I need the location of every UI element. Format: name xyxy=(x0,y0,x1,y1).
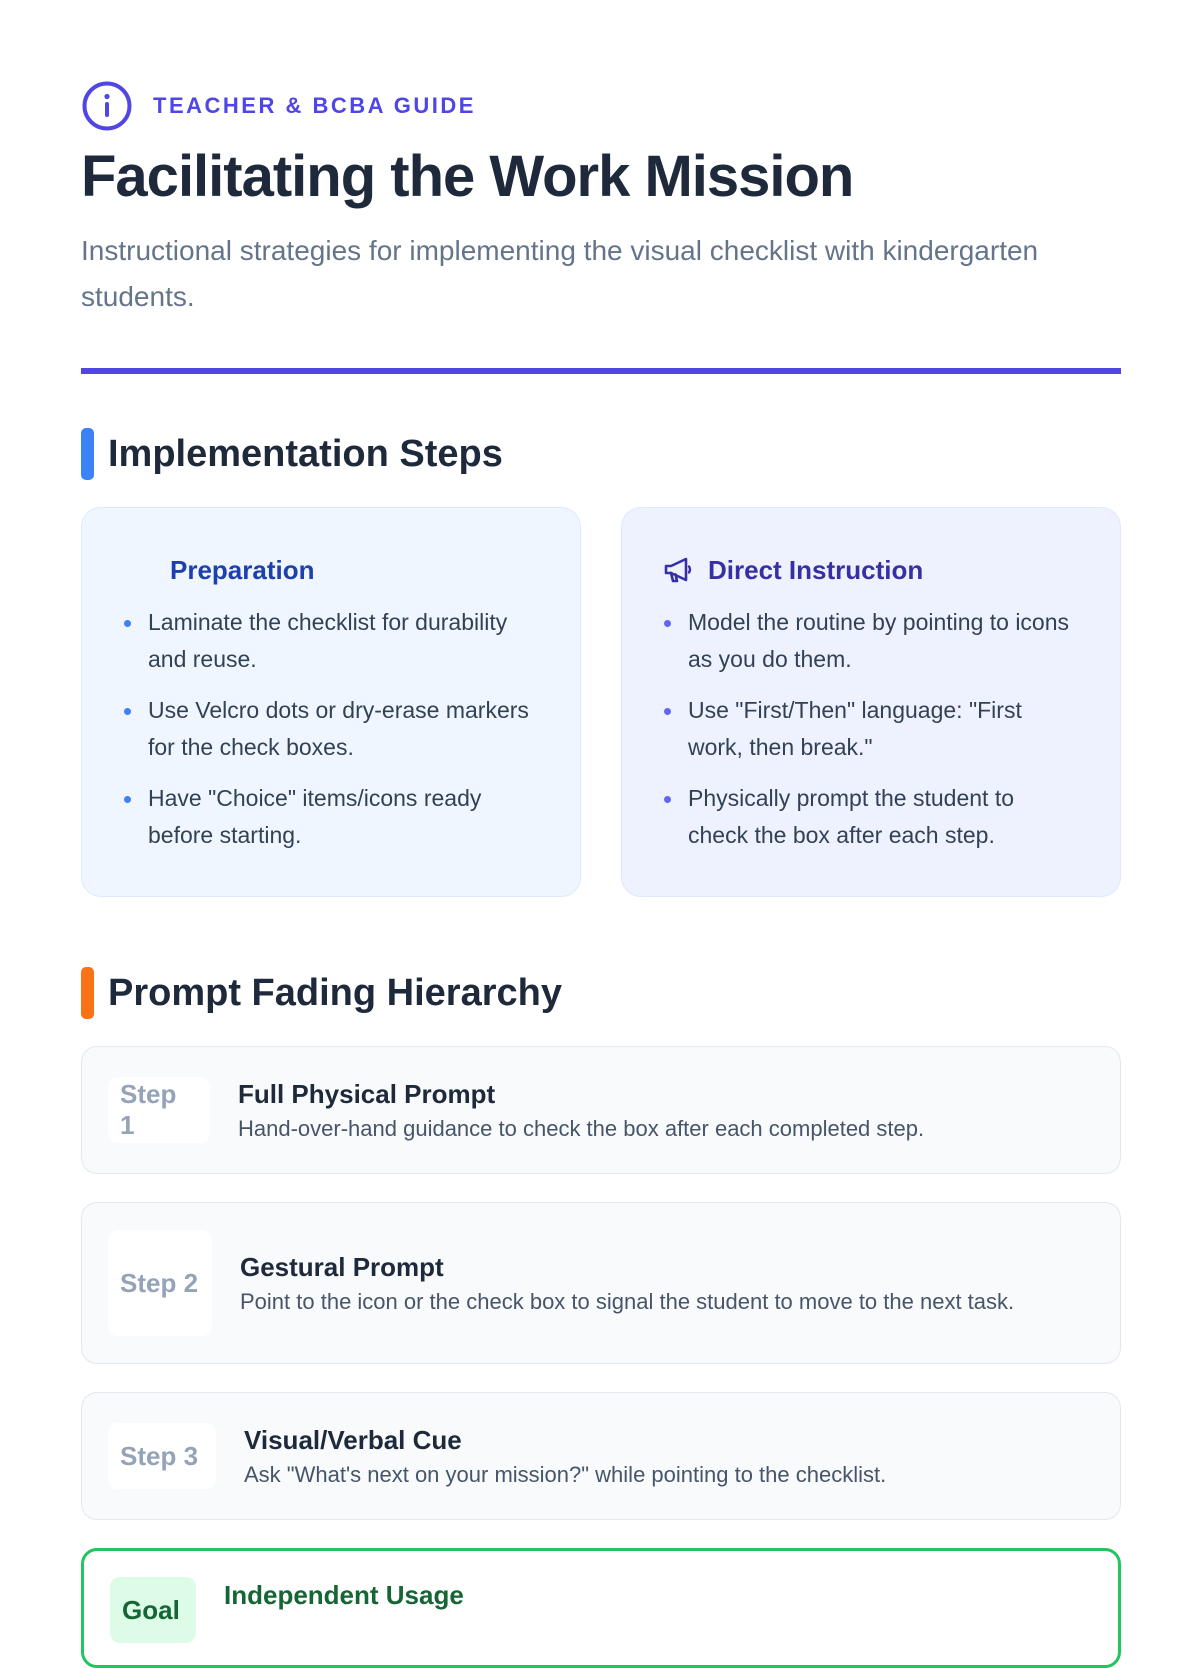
eyebrow-text: TEACHER & BCBA GUIDE xyxy=(153,93,476,118)
list-item: Have "Choice" items/icons ready before starting. xyxy=(122,780,540,854)
section-accent-bar xyxy=(81,967,94,1019)
section-title: Prompt Fading Hierarchy xyxy=(108,971,562,1014)
step-title: Gestural Prompt xyxy=(240,1251,444,1282)
step-badge: Step 1 xyxy=(108,1077,210,1143)
title-divider xyxy=(81,368,1121,374)
card-title-row xyxy=(662,552,1080,588)
step-title: Full Physical Prompt xyxy=(238,1078,496,1109)
page-title: Facilitating the Work Mission xyxy=(81,144,854,209)
step-title: Independent Usage xyxy=(224,1580,464,1610)
step-body xyxy=(196,1577,464,1613)
card-title: Direct Instruction xyxy=(708,554,924,585)
step-body xyxy=(210,1076,924,1145)
list-item: Laminate the checklist for durability and reuse. xyxy=(122,604,540,678)
step-title: Visual/Verbal Cue xyxy=(244,1424,462,1455)
megaphone-icon xyxy=(662,555,692,585)
section-accent-bar xyxy=(81,428,94,480)
step-description: Hand-over-hand guidance to check the box after each completed step. xyxy=(238,1115,925,1141)
step-badge: Step 3 xyxy=(108,1423,216,1489)
step-description: Ask "What's next on your mission?" while pointing to the checklist. xyxy=(244,1461,887,1487)
info-icon xyxy=(81,80,133,132)
eyebrow xyxy=(81,80,1119,132)
implementation-cards xyxy=(81,507,1121,897)
list-item: Use "First/Then" language: "First work, then break." xyxy=(662,692,1080,766)
direct-instruction-card xyxy=(621,507,1121,897)
step-card-2 xyxy=(81,1202,1121,1364)
card-title: Preparation xyxy=(170,554,315,585)
preparation-card xyxy=(81,507,581,897)
section-heading-prompt-fading xyxy=(81,967,1119,1019)
section-title: Implementation Steps xyxy=(108,432,503,475)
goal-badge: Goal xyxy=(110,1577,196,1643)
list-item: Physically prompt the student to check the box after each step. xyxy=(662,780,1080,854)
prompt-steps xyxy=(81,1046,1121,1668)
step-body xyxy=(216,1422,886,1491)
direct-instruction-list xyxy=(662,604,1080,854)
step-card-1 xyxy=(81,1046,1121,1174)
step-card-3 xyxy=(81,1392,1121,1520)
step-badge: Step 2 xyxy=(108,1230,212,1336)
section-heading-implementation xyxy=(81,428,1119,480)
step-description: Point to the icon or the check box to signal the student to move to the next task. xyxy=(240,1288,1015,1314)
goal-card xyxy=(81,1548,1121,1668)
list-item: Model the routine by pointing to icons as you do them. xyxy=(662,604,1080,678)
preparation-list xyxy=(122,604,540,854)
step-body xyxy=(212,1249,1014,1318)
page-subtitle: Instructional strategies for implementing the visual checklist with kindergarten students. xyxy=(81,235,1039,312)
list-item: Use Velcro dots or dry-erase markers for the check boxes. xyxy=(122,692,540,766)
